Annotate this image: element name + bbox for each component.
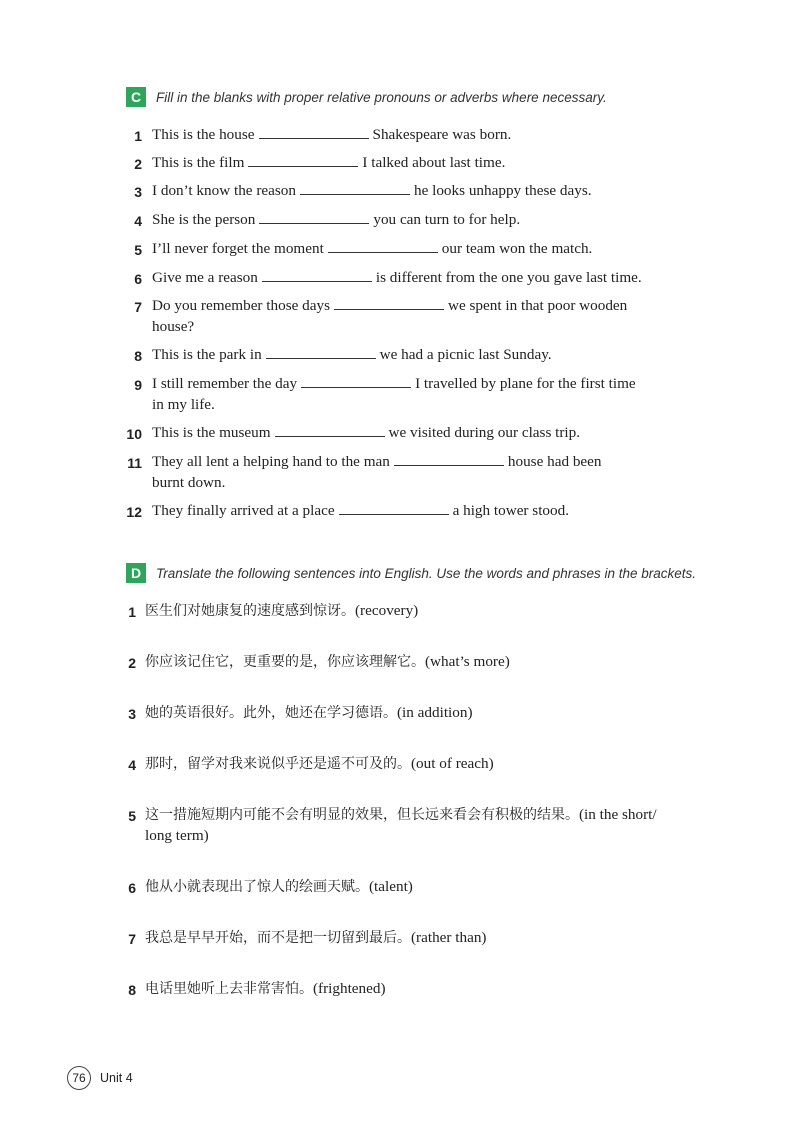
chinese-sentence: 医生们对她康复的速度感到惊讶。 [145,603,355,619]
page-footer [67,1066,133,1090]
sentence-start: I still remember the day [152,375,298,392]
item-number: 7 [128,931,136,947]
translation-prompt [145,651,510,673]
answer-blank[interactable] [328,238,438,253]
sentence-end: I talked about last time. [362,154,506,171]
unit-label: Unit 4 [100,1071,133,1085]
item-number: 5 [134,242,142,258]
sentence-end: our team won the match. [441,240,593,257]
chinese-sentence: 他从小就表现出了惊人的绘画天赋。 [145,879,369,895]
item-number: 12 [126,504,142,520]
sentence-start: Give me a reason [152,269,258,286]
answer-blank[interactable] [259,124,369,139]
exercise-sentence [152,209,520,231]
sentence-end: you can turn to for help. [373,211,521,228]
translation-prompt [145,804,657,826]
exercise-sentence [152,373,636,395]
section-c [126,86,710,108]
sentence-continuation: in my life. [152,396,215,413]
hint-phrase: (what’s more) [425,653,510,670]
item-number: 4 [128,757,136,773]
hint-phrase: (frightened) [313,980,386,997]
sentence-end: Shakespeare was born. [372,126,512,143]
hint-phrase: (out of reach) [411,755,494,772]
item-number: 1 [134,128,142,144]
answer-blank[interactable] [301,373,411,388]
translation-prompt [145,876,413,898]
sentence-start: She is the person [152,211,256,228]
item-number: 5 [128,808,136,824]
sentence-end: we had a picnic last Sunday. [379,346,552,363]
hint-phrase: (recovery) [355,602,419,619]
exercise-sentence [152,124,511,146]
sentence-start: This is the house [152,126,255,143]
item-number: 10 [126,426,142,442]
translation-prompt [145,927,486,949]
page-number: 76 [67,1066,91,1090]
hint-phrase: (talent) [369,878,413,895]
item-number: 4 [134,213,142,229]
section-c-badge: C [126,87,146,107]
translation-prompt [145,978,386,1000]
item-number: 8 [134,348,142,364]
item-number: 6 [128,880,136,896]
exercise-sentence [152,295,627,317]
exercise-sentence [152,238,592,260]
item-number: 9 [134,377,142,393]
sentence-start: Do you remember those days [152,297,330,314]
item-number: 2 [128,655,136,671]
exercise-sentence [152,500,569,522]
answer-blank[interactable] [266,344,376,359]
hint-phrase: (in the short/ [579,806,657,823]
sentence-end: is different from the one you gave last time. [375,269,642,286]
item-number: 7 [134,299,142,315]
sentence-start: This is the film [152,154,245,171]
answer-blank[interactable] [259,209,369,224]
item-number: 11 [127,455,142,471]
answer-blank[interactable] [300,180,410,195]
answer-blank[interactable] [262,267,372,282]
item-number: 8 [128,982,136,998]
answer-blank[interactable] [275,422,385,437]
sentence-end: I travelled by plane for the first time [415,375,636,392]
chinese-sentence: 这一措施短期内可能不会有明显的效果，但长远来看会有积极的结果。 [145,807,579,823]
item-number: 3 [128,706,136,722]
sentence-end: house had been [507,453,602,470]
item-number: 3 [134,184,142,200]
sentence-end: we spent in that poor wooden [448,297,628,314]
sentence-end: a high tower stood. [452,502,569,519]
sentence-start: This is the museum [152,424,271,441]
exercise-sentence [152,180,592,202]
chinese-sentence: 电话里她听上去非常害怕。 [145,981,313,997]
sentence-start: I’ll never forget the moment [152,240,324,257]
chinese-sentence: 她的英语很好。此外，她还在学习德语。 [145,705,397,721]
sentence-continuation: burnt down. [152,474,226,491]
exercise-sentence [152,267,642,289]
answer-blank[interactable] [339,500,449,515]
section-d [126,562,710,584]
item-number: 1 [128,604,136,620]
sentence-end: we visited during our class trip. [388,424,581,441]
sentence-start: I don’t know the reason [152,182,296,199]
item-number: 6 [134,271,142,287]
translation-prompt [145,600,418,622]
section-c-header [126,86,710,108]
exercise-sentence [152,152,505,174]
answer-blank[interactable] [334,295,444,310]
answer-blank[interactable] [248,152,358,167]
answer-blank[interactable] [394,451,504,466]
sentence-end: he looks unhappy these days. [413,182,592,199]
hint-phrase: (rather than) [411,929,487,946]
chinese-sentence: 你应该记住它，更重要的是，你应该理解它。 [145,654,425,670]
sentence-start: They all lent a helping hand to the man [152,453,390,470]
sentence-start: They finally arrived at a place [152,502,335,519]
translation-prompt [145,753,494,775]
section-d-badge: D [126,563,146,583]
hint-continuation: long term) [145,827,209,844]
section-c-instruction: Fill in the blanks with proper relative pronouns or adverbs where necessary. [156,89,607,105]
sentence-start: This is the park in [152,346,262,363]
exercise-sentence [152,451,602,473]
hint-phrase: (in addition) [397,704,473,721]
item-number: 2 [134,156,142,172]
section-d-header [126,562,710,584]
chinese-sentence: 我总是早早开始，而不是把一切留到最后。 [145,930,411,946]
sentence-continuation: house? [152,318,195,335]
exercise-sentence [152,344,552,366]
exercise-sentence [152,422,580,444]
section-d-instruction: Translate the following sentences into English. Use the words and phrases in the brackets. [156,565,697,581]
translation-prompt [145,702,473,724]
chinese-sentence: 那时，留学对我来说似乎还是遥不可及的。 [145,756,411,772]
